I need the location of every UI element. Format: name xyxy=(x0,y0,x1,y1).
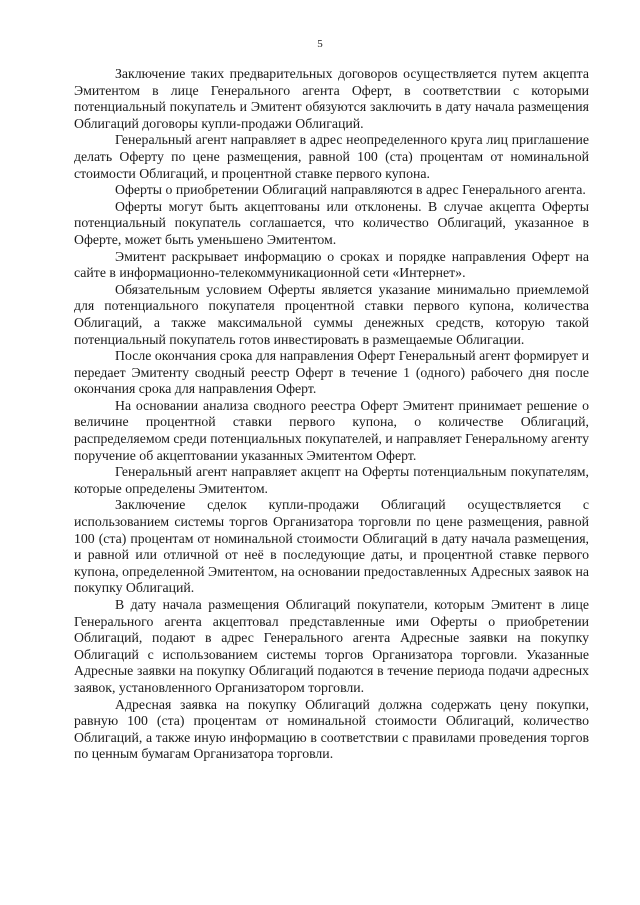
paragraph: Адресная заявка на покупку Облигаций должна содержать цену покупки, равную 100 (ста) процентам от номинальной стоимости Облигаций, количество Облигаций, а также иную информацию в соответствии с правилами проведения торгов по ценным бумагам Организатора торговли. xyxy=(74,696,589,762)
paragraph: Заключение сделок купли-продажи Облигаций осуществляется с использованием системы торгов Организатора торговли по цене размещения, равной 100 (ста) процентам от номинальной стоимости Облигаций в дату начала размещения, и равной или отличной от неё в последующие даты, и процентной ставке первого купона, определенной Эмитентом, на основании предоставленных Адресных заявок на покупку Облигаций. xyxy=(74,497,589,596)
document-body xyxy=(74,66,589,763)
paragraph: Генеральный агент направляет акцепт на Оферты потенциальным покупателям, которые определены Эмитентом. xyxy=(74,464,589,496)
paragraph: На основании анализа сводного реестра Оферт Эмитент принимает решение о величине процентной ставки первого купона, о количестве Облигаций, распределяемом среди потенциальных покупателей, и направляет Генеральному агенту поручение об акцептовании указанных Эмитентом Оферт. xyxy=(74,397,589,463)
paragraph: Эмитент раскрывает информацию о сроках и порядке направления Оферт на сайте в информационно-телекоммуникационной сети «Интернет». xyxy=(74,248,589,281)
page-number: 5 xyxy=(317,38,323,50)
paragraph: После окончания срока для направления Оферт Генеральный агент формирует и передает Эмитенту сводный реестр Оферт в течение 1 (одного) рабочего дня после окончания срока для направления Оферт. xyxy=(74,348,589,397)
paragraph: Оферты о приобретении Облигаций направляются в адрес Генерального агента. xyxy=(115,182,586,198)
paragraph: Обязательным условием Оферты является указание минимально приемлемой для потенциального покупателя процентной ставки первого купона, количества Облигаций, а также максимальной суммы денежных средств, которую такой потенциальный покупатель готов инвестировать в размещаемые Облигации. xyxy=(74,281,589,347)
paragraph: Генеральный агент направляет в адрес неопределенного круга лиц приглашение делать Оферту по цене размещения, равной 100 (ста) процентам от номинальной стоимости Облигаций, и процентной ставке первого купона. xyxy=(74,132,589,181)
paragraph: В дату начала размещения Облигаций покупатели, которым Эмитент в лице Генерального агента акцептовал представленные ими Оферты о приобретении Облигаций, подают в адрес Генерального агента Адресные заявки на покупку Облигаций с использованием системы торгов Организатора торговли. Указанные Адресные заявки на покупку Облигаций подаются в течение периода подачи адресных заявок, установленного Организатором торговли. xyxy=(74,597,589,695)
paragraph: Оферты могут быть акцептованы или отклонены. В случае акцепта Оферты потенциальный покупатель соглашается, что количество Облигаций, указанное в Оферте, может быть уменьшено Эмитентом. xyxy=(74,198,589,247)
paragraph: Заключение таких предварительных договоров осуществляется путем акцепта Эмитентом в лице Генерального агента Оферт, в соответствии с которыми потенциальный покупатель и Эмитент обязуются заключить в дату начала размещения Облигаций договоры купли-продажи Облигаций. xyxy=(74,66,589,131)
